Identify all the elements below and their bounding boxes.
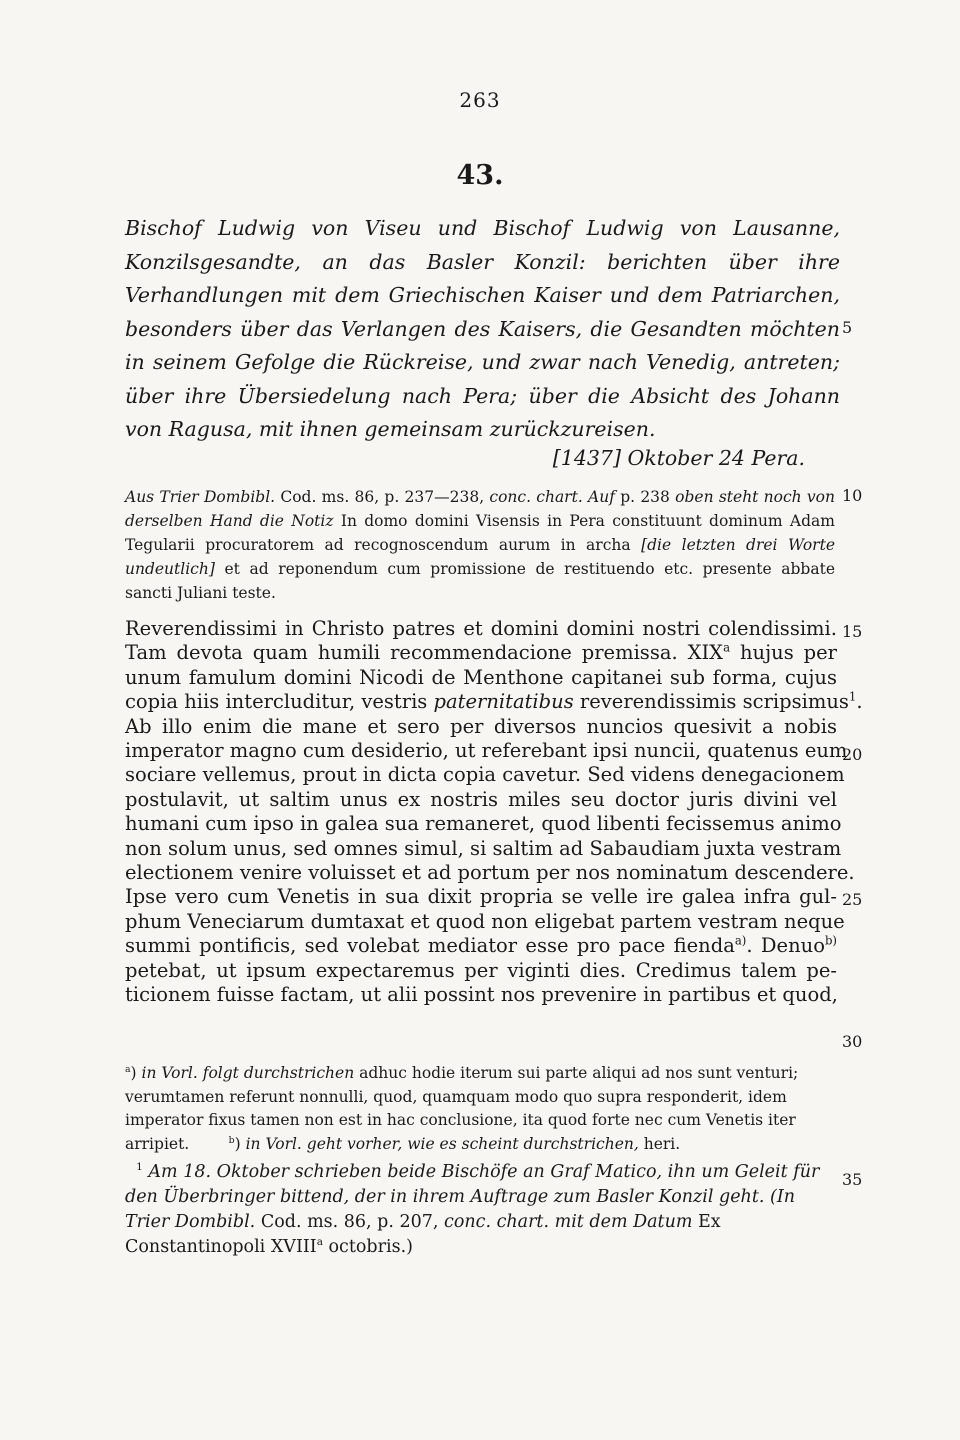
- main-line: ticionem fuisse factam, ut alii possint nos prevenire in partibus et quod,: [125, 983, 838, 1007]
- source-bracket: [die letzten drei Worte undeutlich]: [125, 536, 835, 578]
- source-conc: conc. chart.: [489, 488, 583, 506]
- footnote-mark-b: b: [228, 1134, 235, 1146]
- line-number: 10: [842, 486, 863, 505]
- main-line: humani cum ipso in galea sua remaneret, quod libenti fecissemus animo: [125, 812, 842, 836]
- main-line: non solum unus, sed omnes simul, si saltim ad Sabaudiam juxta vestram: [125, 836, 842, 860]
- footnote-mark-a: a: [125, 1063, 131, 1075]
- footnote-mark-1: 1: [136, 1161, 143, 1174]
- main-line: summi pontificis, sed volebat mediator esse pro pace fienda$^{a)}$. Denuo$^{b)}$: [125, 933, 837, 958]
- dateline: [1437] Oktober 24 Pera.: [552, 446, 805, 470]
- footnote-b-italic: in Vorl. geht vorher, wie es scheint durchstrichen,: [245, 1134, 639, 1153]
- line-number: 5: [842, 318, 853, 337]
- footnote-a-italic: in Vorl. folgt durchstrichen: [141, 1064, 355, 1082]
- source-note: [125, 485, 835, 605]
- main-line: Ab illo enim die mane et sero per diversos nuncios quesivit a nobis: [125, 714, 837, 738]
- main-line: electionem venire voluisset et ad portum per nos nominatum descendere.: [125, 861, 855, 885]
- source-auf: Auf: [582, 488, 621, 506]
- main-line: unum famulum domini Nicodi de Menthone capitanei sub forma, cujus: [125, 665, 837, 689]
- footnote-a-text: adhuc hodie iterum sui parte aliqui ad nos sunt venturi; verumtamen referunt nonnulli, quod, quamquam modo quo supra responderit, idem imperator fixus tamen non est in hac conclusione, ita quod forte nec cum Venetis iter arripiet.: [125, 1064, 799, 1153]
- source-oben: oben steht noch von derselben Hand die Notiz: [125, 488, 835, 530]
- main-line: Reverendissimi in Christo patres et domini domini nostri colendissimi.: [125, 617, 837, 640]
- line-number: 35: [842, 1170, 863, 1189]
- line-number: 30: [842, 1032, 863, 1051]
- main-line: petebat, ut ipsum expectaremus per viginti dies. Credimus talem pe-: [125, 958, 837, 982]
- main-line: imperator magno cum desiderio, ut referebant ipsi nuncii, quatenus eum: [125, 739, 848, 763]
- historical-footnote: $^1$ Am 18. Oktober schrieben beide Bischöfe an Graf Matico, ihn um Geleit für den Überbringer bittend, der in ihrem Auftrage zum Basler Konzil geht. (In Trier Dombibl. Cod. ms. 86, p. 207, conc. chart. mit dem Datum Ex Constantinopoli XVIII$^a$ octobris.): [125, 1161, 820, 1257]
- line-number: 25: [842, 890, 863, 909]
- page-number: 263: [459, 88, 501, 112]
- source-rest: et ad reponendum cum promissione de restituendo etc. presente abbate sancti Juliani teste.: [125, 560, 835, 602]
- main-line: Ipse vero cum Venetis in sua dixit propria se velle ire galea infra gul-: [125, 885, 837, 909]
- line-number: 15: [842, 622, 863, 641]
- source-cod: Cod. ms. 86, p. 237—238,: [275, 488, 490, 506]
- line-number: 20: [842, 745, 863, 764]
- critical-footnotes: $^a$) in Vorl. folgt durchstrichen adhuc hodie iterum sui parte aliqui ad nos sunt venturi; verumtamen referunt nonnulli, quod, quamquam modo quo supra responderit, idem imperator fixus tamen non est in hac conclusione, ita quod forte nec cum Venetis iter arripiet. $^b$) in Vorl. geht vorher, wie es scheint durchstrichen, heri.: [125, 1063, 799, 1153]
- main-line: Tam devota quam humili recommendacione premissa. XIX$^a$ hujus per: [125, 640, 837, 665]
- main-line: sociare vellemus, prout in dicta copia cavetur. Sed videns denegacionem: [125, 763, 845, 787]
- document-number: 43.: [456, 160, 504, 191]
- main-line: postulavit, ut saltim unus ex nostris miles seu doctor juris divini vel: [125, 787, 837, 811]
- footnote-b-text: heri.: [638, 1134, 681, 1153]
- regest-summary: Bischof Ludwig von Viseu und Bischof Ludwig von Lausanne, Konzilsgesandte, an das Basler Konzil: berichten über ihre Verhandlungen mit dem Griechischen Kaiser und dem Patriarchen, besonders über das Verlangen des Kaisers, die Gesandten möchten in seinem Gefolge die Rückreise, und zwar nach Venedig, antreten; über ihre Übersiedelung nach Pera; über die Absicht des Johann von Ragusa, mit ihnen gemeinsam zurückzureisen.: [125, 216, 840, 441]
- source-page: p. 238: [620, 488, 676, 506]
- main-line: phum Veneciarum dumtaxat et quod non eligebat partem vestram neque: [125, 909, 845, 933]
- main-line: copia hiis intercluditur, vestris paternitatibus reverendissimis scripsimus$^1$.: [125, 689, 863, 714]
- source-notiz: In domo domini Visensis in Pera constituunt dominum Adam Tegularii procuratorem ad recognoscendum aurum in archa: [125, 512, 835, 554]
- source-intro: Aus Trier Dombibl.: [125, 488, 276, 506]
